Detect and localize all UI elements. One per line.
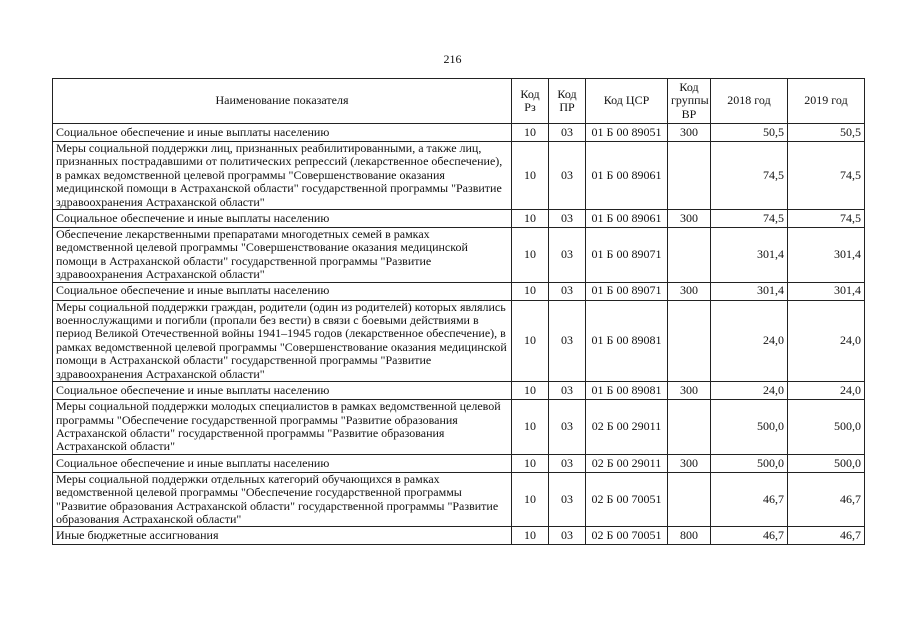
row-rz: 10 <box>512 228 549 283</box>
row-rz: 10 <box>512 210 549 228</box>
row-2019: 74,5 <box>788 142 865 210</box>
table-row <box>53 228 865 283</box>
header-2019: 2019 год <box>788 79 865 124</box>
row-vr <box>668 400 711 455</box>
row-2019: 74,5 <box>788 210 865 228</box>
header-vr: Код группы ВР <box>668 79 711 124</box>
row-csr: 01 Б 00 89061 <box>586 142 668 210</box>
row-rz: 10 <box>512 282 549 300</box>
header-2018: 2018 год <box>711 79 788 124</box>
row-vr <box>668 142 711 210</box>
row-pr: 03 <box>549 228 586 283</box>
row-vr: 300 <box>668 282 711 300</box>
row-2018: 500,0 <box>711 400 788 455</box>
row-pr: 03 <box>549 300 586 381</box>
row-name: Меры социальной поддержки граждан, родители (один из родителей) которых являлись военнослужащими и погибли (пропали без вести) в связи с боевыми действиями в период Великой Отечественной войны 1941–1945 годов (лекарственное обеспечение), в рамках ведомственной целевой программы "Совершенствование оказания медицинской помощи в Астраханской области" государственной программы "Развитие здравоохранения Астраханской области" <box>53 300 512 381</box>
row-name: Социальное обеспечение и иные выплаты населению <box>53 454 512 472</box>
row-name: Социальное обеспечение и иные выплаты населению <box>53 382 512 400</box>
table-row <box>53 400 865 455</box>
row-2018: 24,0 <box>711 300 788 381</box>
row-2018: 74,5 <box>711 142 788 210</box>
row-2018: 24,0 <box>711 382 788 400</box>
table-row <box>53 282 865 300</box>
header-csr: Код ЦСР <box>586 79 668 124</box>
row-2019: 301,4 <box>788 228 865 283</box>
row-name: Иные бюджетные ассигнования <box>53 527 512 545</box>
row-2018: 50,5 <box>711 124 788 142</box>
row-csr: 02 Б 00 70051 <box>586 472 668 527</box>
row-2019: 46,7 <box>788 472 865 527</box>
table-row <box>53 142 865 210</box>
row-vr: 300 <box>668 124 711 142</box>
row-pr: 03 <box>549 210 586 228</box>
row-2018: 500,0 <box>711 454 788 472</box>
row-pr: 03 <box>549 382 586 400</box>
row-csr: 01 Б 00 89061 <box>586 210 668 228</box>
row-csr: 01 Б 00 89051 <box>586 124 668 142</box>
row-pr: 03 <box>549 472 586 527</box>
row-2019: 24,0 <box>788 382 865 400</box>
row-pr: 03 <box>549 527 586 545</box>
row-name: Меры социальной поддержки молодых специалистов в рамках ведомственной целевой программы "Обеспечение государственной программы "Развитие образования Астраханской области" государственной программы "Развитие образования Астраханской области" <box>53 400 512 455</box>
row-vr <box>668 228 711 283</box>
row-2019: 46,7 <box>788 527 865 545</box>
row-2019: 500,0 <box>788 454 865 472</box>
row-2018: 301,4 <box>711 282 788 300</box>
row-vr <box>668 472 711 527</box>
header-rz: Код Рз <box>512 79 549 124</box>
table-row <box>53 382 865 400</box>
row-2018: 301,4 <box>711 228 788 283</box>
row-csr: 01 Б 00 89081 <box>586 382 668 400</box>
row-name: Меры социальной поддержки отдельных категорий обучающихся в рамках ведомственной целевой программы "Обеспечение государственной программы "Развитие образования Астраханской области" государственной программы "Развитие образования Астраханской области" <box>53 472 512 527</box>
row-rz: 10 <box>512 300 549 381</box>
page-number: 216 <box>443 52 462 66</box>
row-rz: 10 <box>512 124 549 142</box>
row-rz: 10 <box>512 382 549 400</box>
row-name: Меры социальной поддержки лиц, признанных реабилитированными, а также лиц, признанных пострадавшими от политических репрессий (лекарственное обеспечение), в рамках ведомственной целевой программы "Совершенствование оказания медицинской помощи в Астраханской области" государственной программы "Развитие здравоохранения Астраханской области" <box>53 142 512 210</box>
row-csr: 01 Б 00 89081 <box>586 300 668 381</box>
table-row <box>53 472 865 527</box>
row-rz: 10 <box>512 527 549 545</box>
row-rz: 10 <box>512 472 549 527</box>
row-pr: 03 <box>549 142 586 210</box>
row-vr: 300 <box>668 454 711 472</box>
row-rz: 10 <box>512 454 549 472</box>
table-row <box>53 300 865 381</box>
row-csr: 01 Б 00 89071 <box>586 282 668 300</box>
table-row <box>53 124 865 142</box>
row-2018: 46,7 <box>711 527 788 545</box>
row-name: Социальное обеспечение и иные выплаты населению <box>53 124 512 142</box>
row-csr: 01 Б 00 89071 <box>586 228 668 283</box>
row-name: Обеспечение лекарственными препаратами многодетных семей в рамках ведомственной целевой программы "Совершенствование оказания медицинской помощи в Астраханской области" государственной программы "Развитие здравоохранения Астраханской области" <box>53 228 512 283</box>
row-2018: 74,5 <box>711 210 788 228</box>
header-name: Наименование показателя <box>53 79 512 124</box>
row-name: Социальное обеспечение и иные выплаты населению <box>53 282 512 300</box>
row-vr: 800 <box>668 527 711 545</box>
table-row <box>53 454 865 472</box>
row-pr: 03 <box>549 124 586 142</box>
row-pr: 03 <box>549 400 586 455</box>
table-header-row <box>53 79 865 124</box>
row-2018: 46,7 <box>711 472 788 527</box>
table-row <box>53 210 865 228</box>
table-row <box>53 527 865 545</box>
row-2019: 301,4 <box>788 282 865 300</box>
row-name: Социальное обеспечение и иные выплаты населению <box>53 210 512 228</box>
row-pr: 03 <box>549 454 586 472</box>
row-2019: 24,0 <box>788 300 865 381</box>
row-rz: 10 <box>512 400 549 455</box>
row-vr: 300 <box>668 382 711 400</box>
row-csr: 02 Б 00 70051 <box>586 527 668 545</box>
row-rz: 10 <box>512 142 549 210</box>
row-2019: 500,0 <box>788 400 865 455</box>
row-csr: 02 Б 00 29011 <box>586 454 668 472</box>
row-vr <box>668 300 711 381</box>
header-pr: Код ПР <box>549 79 586 124</box>
row-csr: 02 Б 00 29011 <box>586 400 668 455</box>
budget-table <box>52 78 865 545</box>
row-vr: 300 <box>668 210 711 228</box>
row-pr: 03 <box>549 282 586 300</box>
row-2019: 50,5 <box>788 124 865 142</box>
